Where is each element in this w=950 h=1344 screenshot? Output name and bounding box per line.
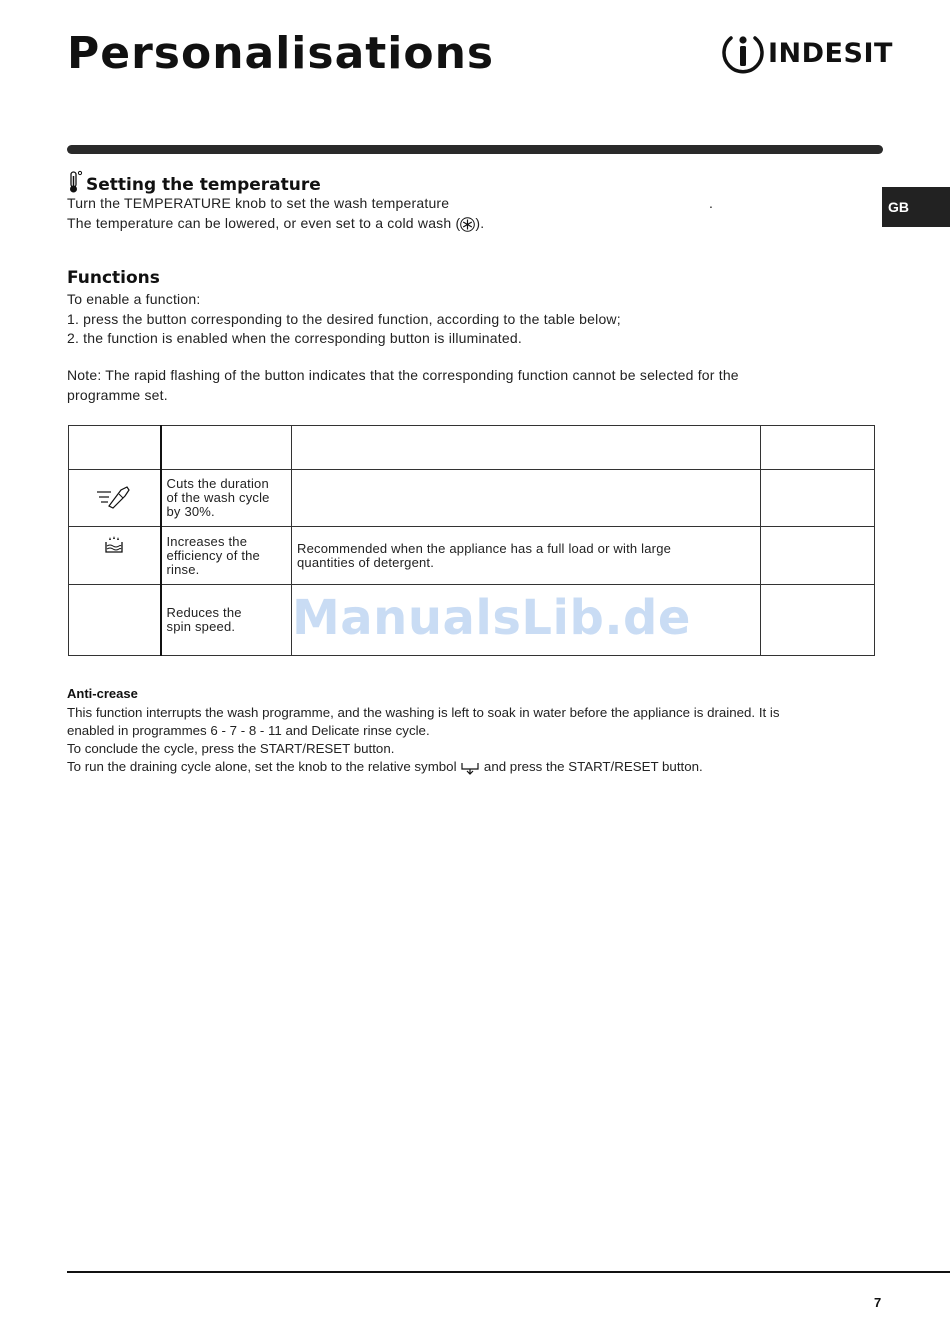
- function-icon-cell: [69, 527, 161, 585]
- table-row: [69, 470, 875, 527]
- temperature-line-1: Turn the TEMPERATURE knob to set the wash temperature .: [67, 195, 714, 211]
- note-line-1: Note: The rapid flashing of the button indicates that the corresponding function cannot be selected for the: [67, 367, 739, 383]
- function-comments-cell: [292, 470, 761, 527]
- functions-line: 1. press the button corresponding to the desired function, according to the table below;: [67, 310, 621, 327]
- functions-heading: Functions: [67, 268, 160, 288]
- functions-text: [67, 290, 621, 349]
- function-programmes-cell: [761, 585, 875, 656]
- functions-note: [67, 366, 739, 405]
- extra-rinse-icon: [103, 535, 125, 555]
- indesit-i-icon: [722, 31, 764, 75]
- anticrease-line: To run the draining cycle alone, set the knob to the relative symbol and press the START/RESET button.: [67, 759, 703, 774]
- temperature-heading: [67, 170, 321, 195]
- page-number: 7: [874, 1295, 882, 1310]
- brand-logo: [722, 30, 893, 76]
- brand-name: INDESIT: [768, 37, 893, 69]
- function-icon-cell: [69, 470, 161, 527]
- function-programmes-cell: [761, 527, 875, 585]
- note-line-2: programme set.: [67, 386, 168, 403]
- page-title: Personalisations: [67, 28, 495, 79]
- anticrease-line: This function interrupts the wash programme, and the washing is left to soak in water before the appliance is drained. It is: [67, 705, 780, 720]
- cold-wash-snowflake-icon: [460, 217, 475, 232]
- footer-divider: [67, 1271, 950, 1273]
- language-tab: GB: [882, 187, 950, 227]
- table-header-row: [69, 426, 875, 470]
- function-effect-cell: Increases the efficiency of the rinse.: [161, 527, 292, 585]
- anticrease-heading: Anti-crease: [67, 686, 138, 701]
- watermark: ManualsLib.de: [292, 590, 691, 646]
- anticrease-line: To conclude the cycle, press the START/RESET button.: [67, 741, 395, 756]
- fast-wash-icon: [95, 484, 133, 510]
- drain-icon: [460, 760, 480, 775]
- table-row: [69, 527, 875, 585]
- table-header-cell: [69, 426, 161, 470]
- function-effect-cell: Reduces the spin speed.: [161, 585, 292, 656]
- function-programmes-cell: [761, 470, 875, 527]
- table-header-cell: [292, 426, 761, 470]
- table-header-cell: [761, 426, 875, 470]
- functions-line: 2. the function is enabled when the corresponding button is illuminated.: [67, 330, 522, 346]
- function-comments-cell: Recommended when the appliance has a full load or with large quantities of detergent.: [292, 527, 761, 585]
- header-divider: [67, 145, 883, 154]
- function-effect-cell: Cuts the duration of the wash cycle by 30%.: [161, 470, 292, 527]
- temperature-heading-text: Setting the temperature: [86, 175, 321, 195]
- thermometer-icon: [67, 170, 83, 194]
- function-icon-cell: [69, 585, 161, 656]
- functions-line: To enable a function:: [67, 291, 201, 307]
- temperature-text: [67, 194, 767, 233]
- temperature-line-2: The temperature can be lowered, or even set to a cold wash ( ).: [67, 214, 485, 231]
- anticrease-text: [67, 704, 780, 776]
- anticrease-line: enabled in programmes 6 - 7 - 8 - 11 and Delicate rinse cycle.: [67, 723, 430, 738]
- table-header-cell: [161, 426, 292, 470]
